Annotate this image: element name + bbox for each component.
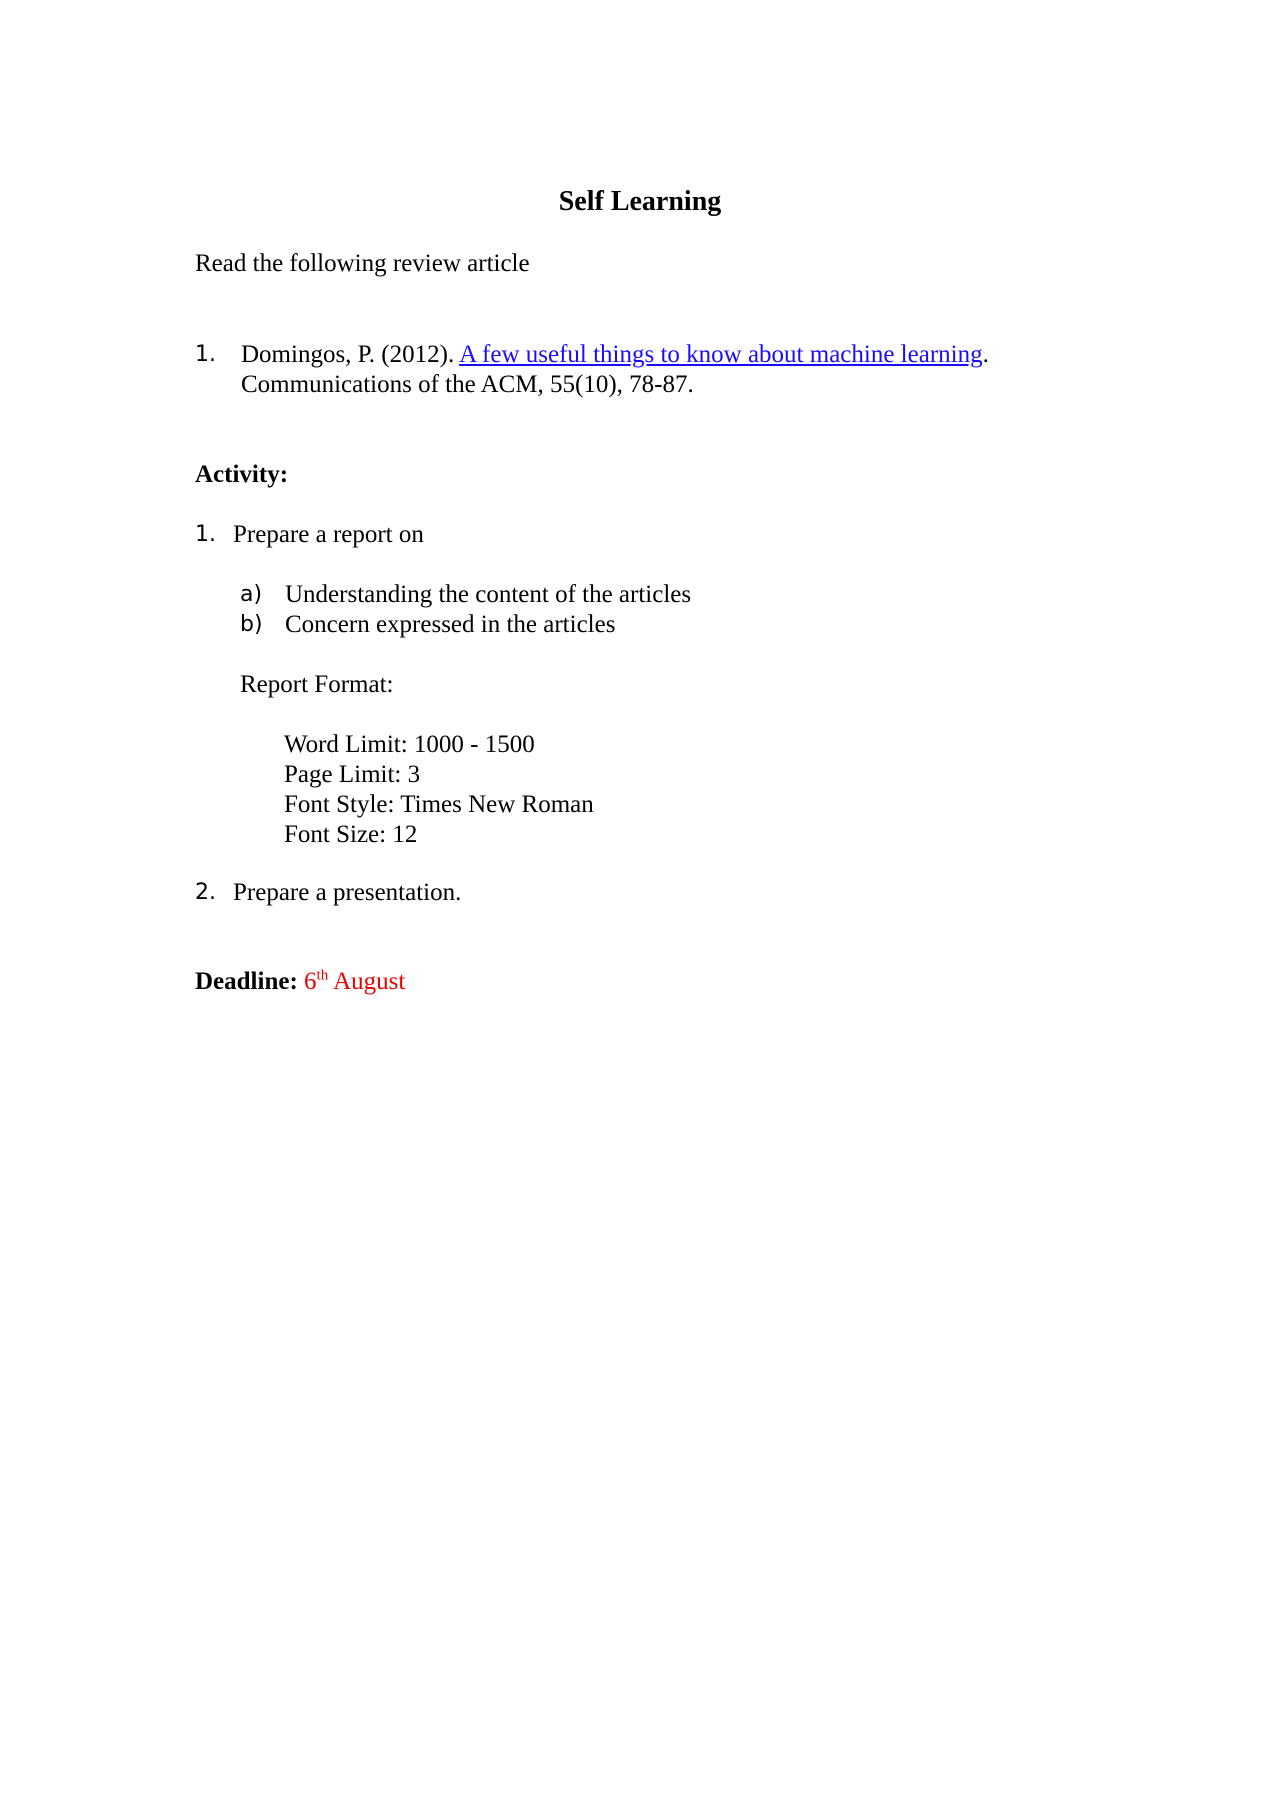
report-format-label: Report Format: (240, 671, 394, 698)
subitem-letter: b) (240, 612, 263, 637)
reference-text: Domingos, P. (2012). (241, 341, 460, 368)
report-format-line: Font Size: 12 (284, 821, 418, 848)
intro-text: Read the following review article (195, 250, 530, 277)
reference-line-2: Communications of the ACM, 55(10), 78-87. (241, 371, 694, 398)
page-title: Self Learning (558, 186, 722, 217)
report-format-line: Font Style: Times New Roman (284, 791, 594, 818)
deadline-date (304, 968, 405, 995)
reference-number: 1. (195, 342, 216, 367)
subitem-text: Understanding the content of the articles (285, 581, 692, 608)
reference-period: . (982, 341, 989, 368)
reference-line-1 (241, 340, 989, 370)
activity-item-text: Prepare a report on (233, 521, 424, 548)
report-format-line: Word Limit: 1000 - 1500 (284, 731, 535, 758)
subitem-letter: a) (240, 582, 263, 607)
reference-link[interactable]: A few useful things to know about machine learning (459, 341, 983, 368)
deadline-day-suffix: th (316, 967, 329, 984)
report-format-line: Page Limit: 3 (284, 761, 421, 788)
activity-item-text: Prepare a presentation. (233, 879, 462, 906)
deadline-day: 6 (304, 968, 317, 995)
deadline-line (195, 967, 405, 997)
deadline-label: Deadline: (195, 968, 298, 995)
activity-item-number: 2. (195, 880, 216, 905)
activity-item-number: 1. (195, 522, 216, 547)
subitem-text: Concern expressed in the articles (285, 611, 616, 638)
activity-heading: Activity: (195, 461, 289, 488)
deadline-month: August (333, 968, 406, 995)
